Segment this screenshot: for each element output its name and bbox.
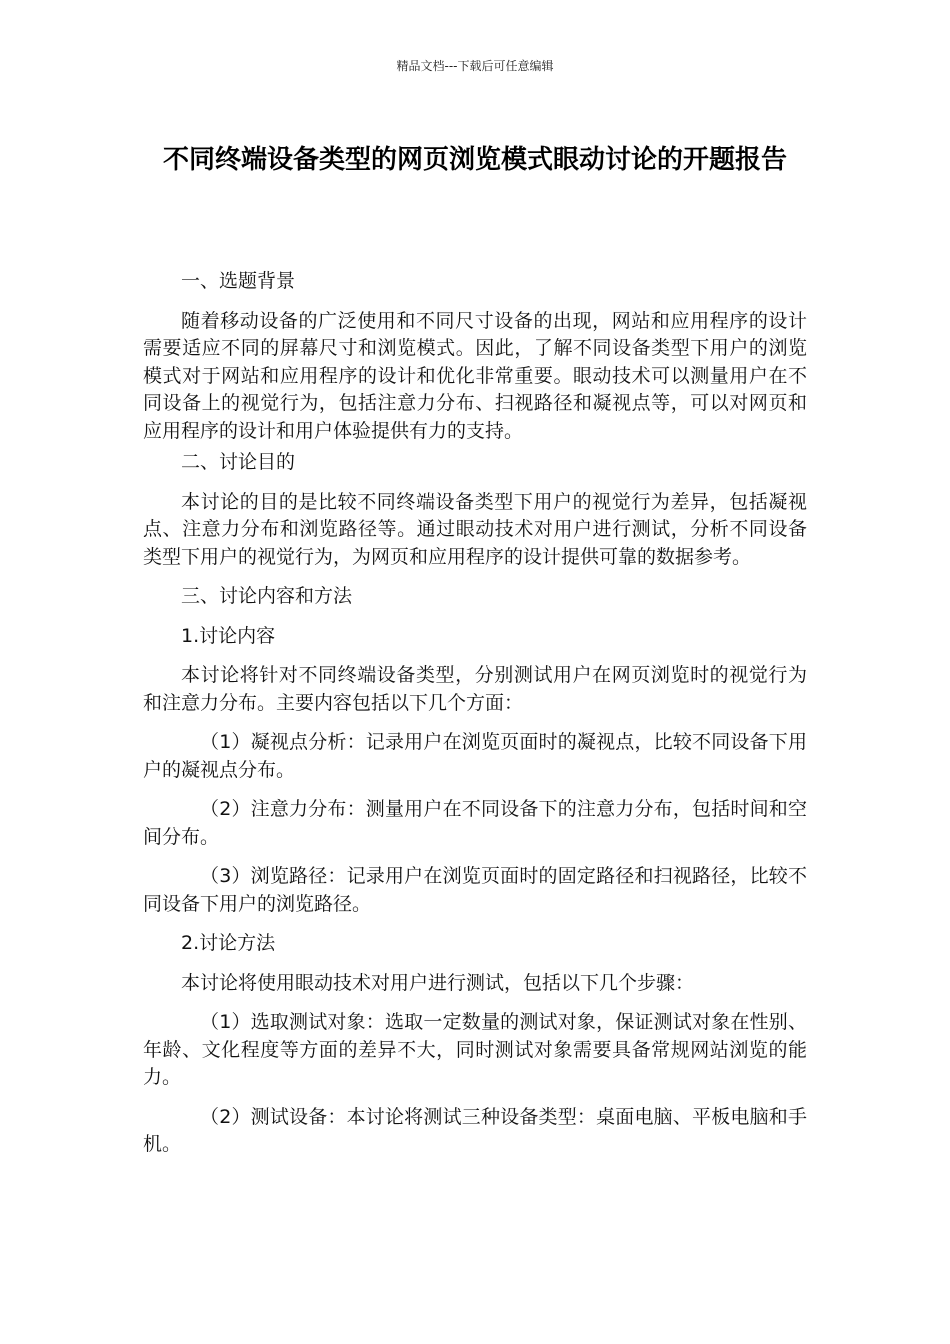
list-item-method-2: （2）测试设备：本讨论将测试三种设备类型：桌面电脑、平板电脑和手机。: [143, 1105, 807, 1155]
list-item-content-2: （2）注意力分布：测量用户在不同设备下的注意力分布，包括时间和空间分布。: [143, 798, 807, 848]
paragraph-content: 本讨论将针对不同终端设备类型，分别测试用户在网页浏览时的视觉行为和注意力分布。主要内容包括以下几个方面：: [143, 664, 807, 714]
section-heading-content-method: 三、讨论内容和方法: [181, 585, 353, 607]
section-heading-background: 一、选题背景: [181, 270, 296, 292]
document-title: 不同终端设备类型的网页浏览模式眼动讨论的开题报告: [162, 145, 787, 175]
list-item-method-1: （1）选取测试对象：选取一定数量的测试对象，保证测试对象在性别、年龄、文化程度等方面的差异不大，同时测试对象需要具备常规网站浏览的能力。: [143, 1011, 807, 1088]
paragraph-purpose: 本讨论的目的是比较不同终端设备类型下用户的视觉行为差异，包括凝视点、注意力分布和浏览路径等。通过眼动技术对用户进行测试，分析不同设备类型下用户的视觉行为，为网页和应用程序的设计提供可靠的数据参考。: [143, 490, 807, 568]
page-header-note: 精品文档---下载后可任意编辑: [396, 59, 554, 73]
subheading-method: 2.讨论方法: [181, 932, 276, 954]
list-item-content-3: （3）浏览路径：记录用户在浏览页面时的固定路径和扫视路径，比较不同设备下用户的浏览路径。: [143, 865, 807, 915]
section-heading-purpose: 二、讨论目的: [181, 451, 296, 473]
list-item-content-1: （1）凝视点分析：记录用户在浏览页面时的凝视点，比较不同设备下用户的凝视点分布。: [143, 731, 807, 781]
document-body: [143, 268, 807, 1159]
subheading-content: 1.讨论内容: [181, 624, 276, 647]
paragraph-method: 本讨论将使用眼动技术对用户进行测试，包括以下几个步骤：: [181, 971, 695, 994]
paragraph-background: 随着移动设备的广泛使用和不同尺寸设备的出现，网站和应用程序的设计需要适应不同的屏幕尺寸和浏览模式。因此，了解不同设备类型下用户的浏览模式对于网站和应用程序的设计和优化非常重要。眼动技术可以测量用户在不同设备上的视觉行为，包括注意力分布、扫视路径和凝视点等，可以对网页和应用程序的设计和用户体验提供有力的支持。: [143, 309, 807, 442]
